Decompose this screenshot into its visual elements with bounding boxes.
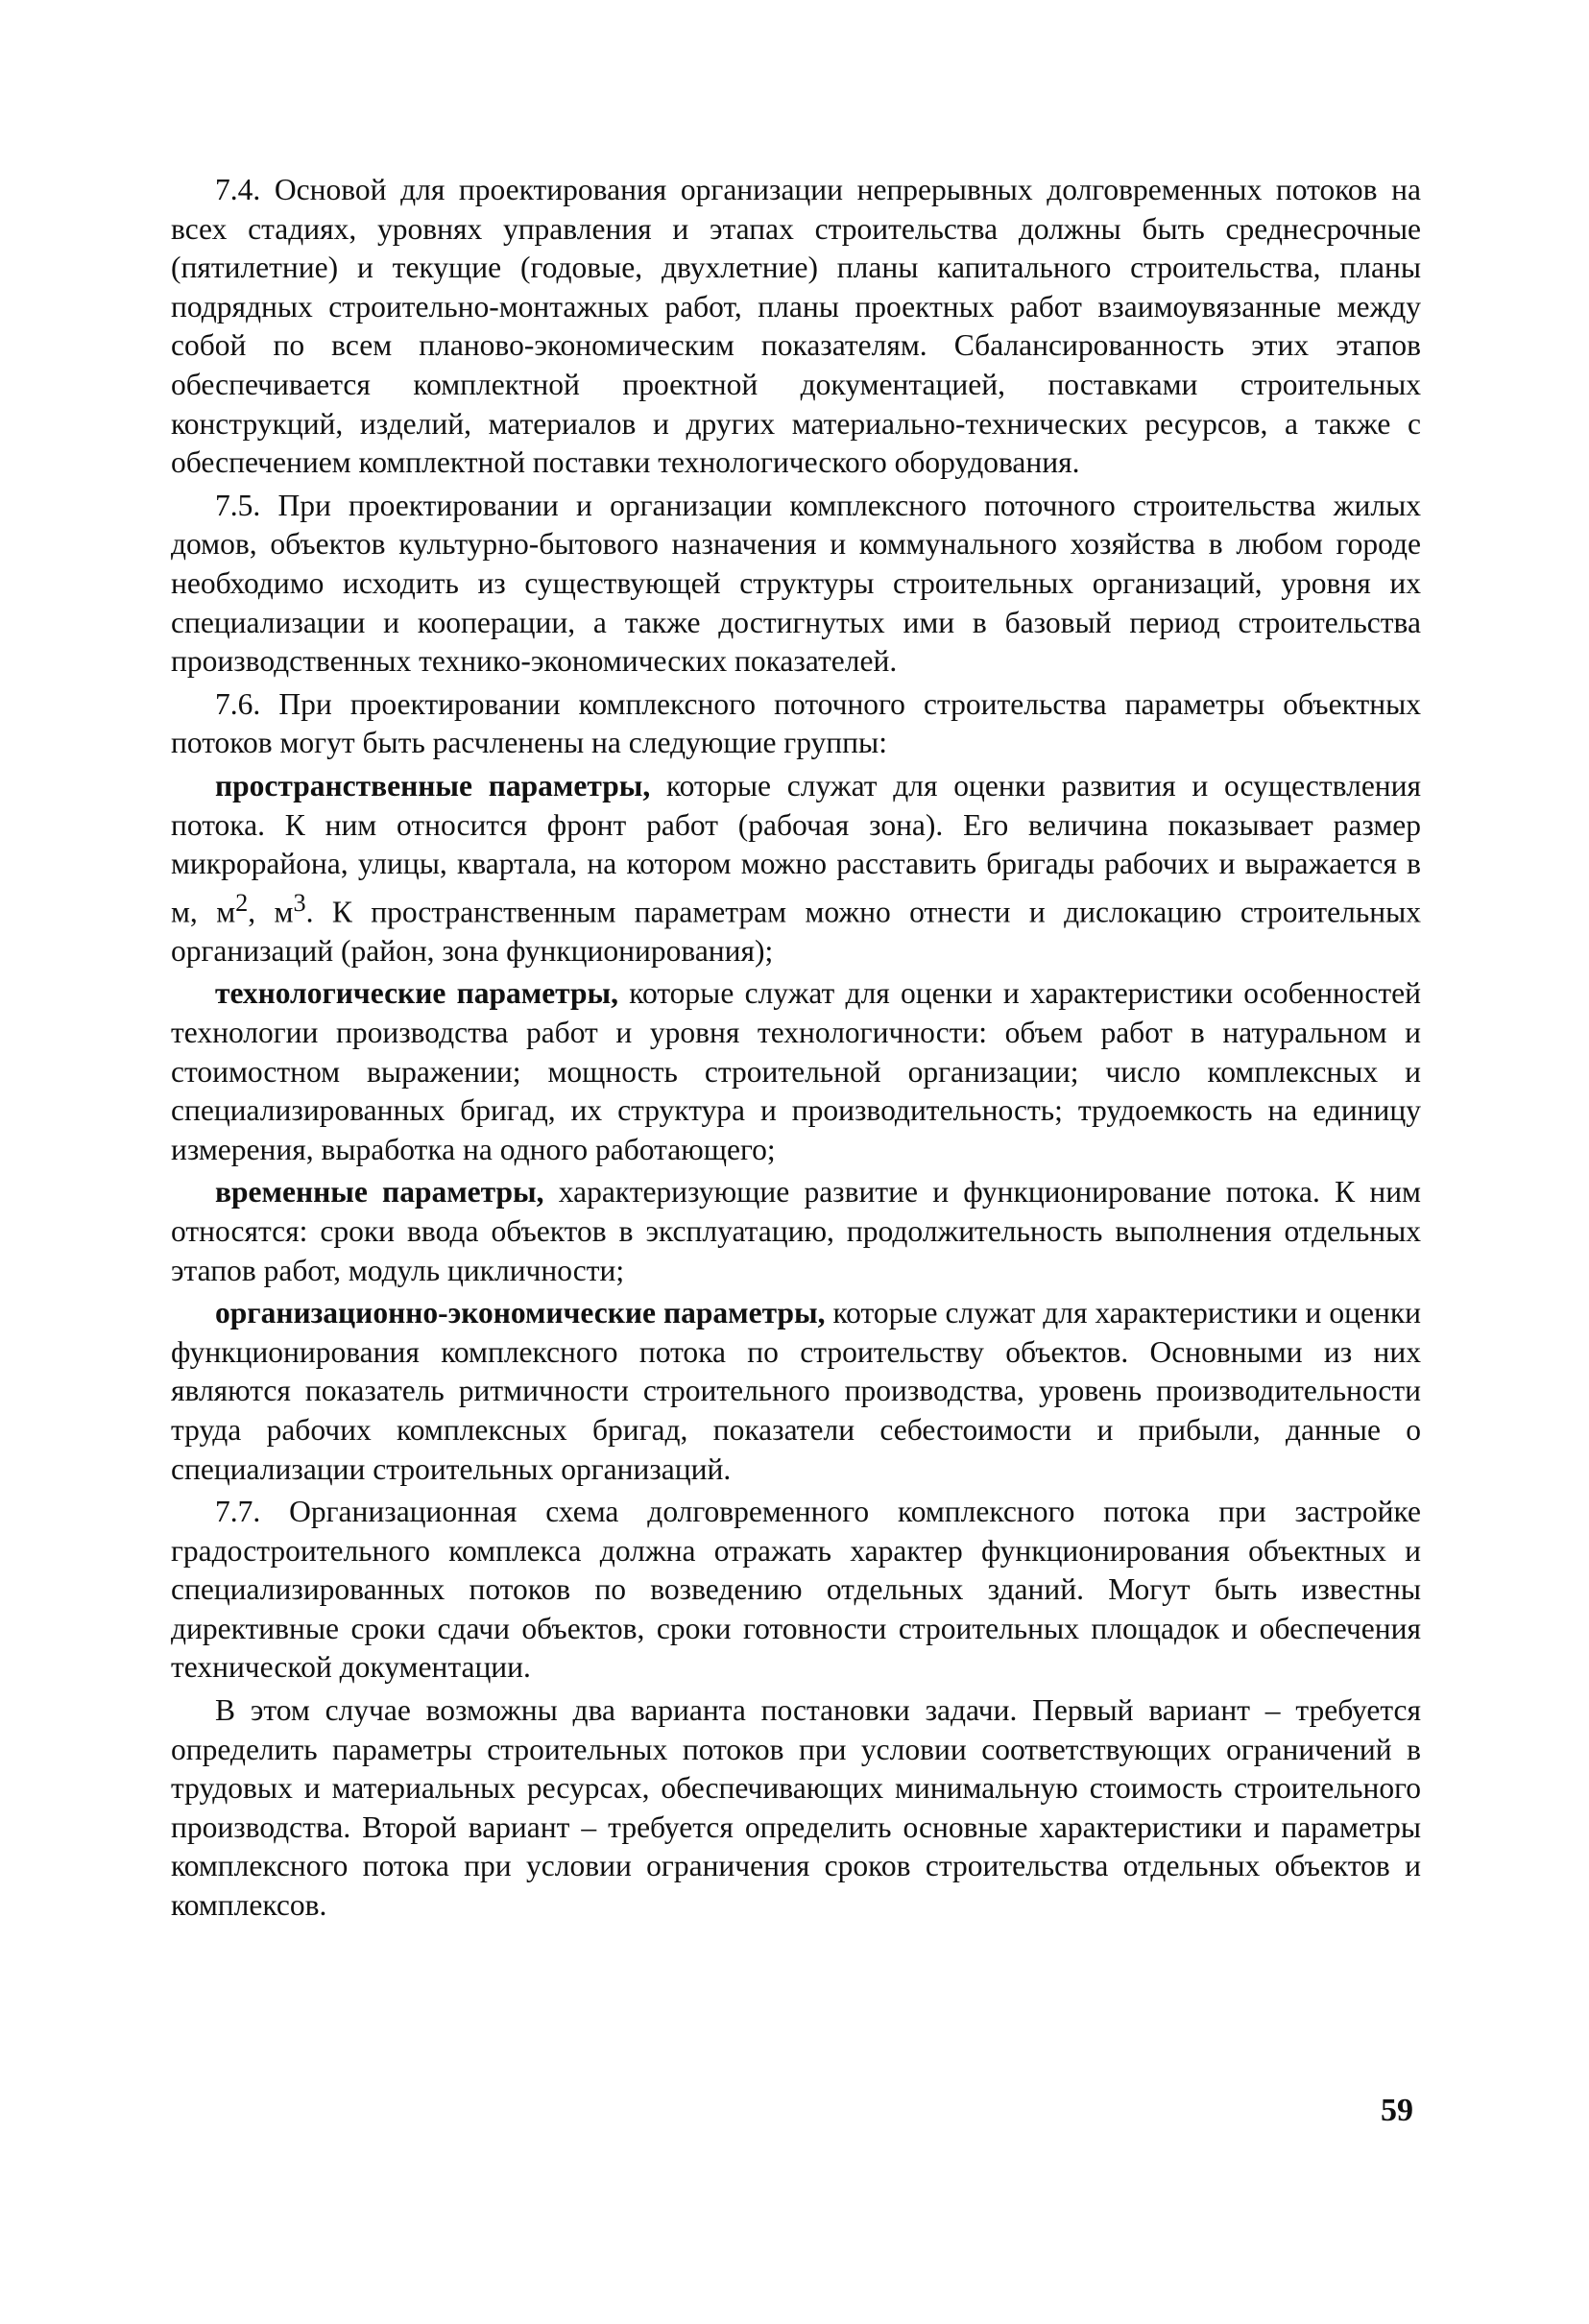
technological-parameters-item bbox=[171, 974, 1421, 1169]
spatial-parameters-item bbox=[171, 767, 1421, 970]
page-number: 59 bbox=[1381, 2093, 1413, 2128]
spatial-parameters-text-c: . К пространственным параметрам можно отнести и дислокацию строительных организаций (район, зона функционирования); bbox=[171, 895, 1422, 968]
technological-parameters-term: технологические параметры, bbox=[215, 976, 619, 1011]
square-superscript: 2 bbox=[235, 888, 249, 917]
paragraph-variants: В этом случае возможны два варианта постановки задачи. Первый вариант – требуется определить параметры строительных потоков при условии соответствующих ограничений в трудовых и материальных ресурсах, обеспечивающих минимальную стоимость строительного производства. Второй вариант – требуется определить основные характеристики и параметры комплексного потока при условии ограничения сроков строительства отдельных объектов и комплексов. bbox=[171, 1693, 1421, 1923]
spatial-parameters-text-b: , м bbox=[248, 895, 294, 929]
temporal-parameters-item bbox=[171, 1173, 1421, 1290]
cube-superscript: 3 bbox=[293, 888, 306, 917]
paragraph-7-7: 7.7. Организационная схема долговременного комплексного потока при застройке градостроительного комплекса должна отражать характер функционирования объектных и специализированных потоков по возведению отдельных зданий. Могут быть известны директивные сроки сдачи объектов, сроки готовности строительных площадок и обеспечения технической документации. bbox=[171, 1495, 1421, 1685]
page-body bbox=[171, 171, 1421, 1926]
temporal-parameters-text: характеризующие развитие и функционирование потока. К ним относятся: сроки ввода объектов в эксплуатацию, продолжительность выполнения отдельных этапов работ, модуль цикличности; bbox=[171, 1175, 1421, 1287]
organizational-parameters-term: организационно-экономические параметры, bbox=[215, 1296, 826, 1330]
spatial-parameters-text-a: которые служат для оценки развития и осуществления потока. К ним относится фронт работ (рабочая зона). Его величина показывает размер микрорайона, улицы, квартала, на котором можно расставить бригады рабочих и выражается в м, м bbox=[171, 768, 1422, 929]
paragraph-7-4: 7.4. Основой для проектирования организации непрерывных долговременных потоков на всех стадиях, уровнях управления и этапах строительства должны быть среднесрочные (пятилетние) и текущие (годовые, двухлетние) планы капитального строительства, планы подрядных строительно-монтажных работ, планы проектных работ взаимоувязанные между собой по всем планово-экономическим показателям. Сбалансированность этих этапов обеспечивается комплектной проектной документацией, поставками строительных конструкций, изделий, материалов и других материально-технических ресурсов, а также с обеспечением комплектной поставки технологического оборудования. bbox=[171, 173, 1421, 480]
paragraph-7-5: 7.5. При проектировании и организации комплексного поточного строительства жилых домов, объектов культурно-бытового назначения и коммунального хозяйства в любом городе необходимо исходить из существующей структуры строительных организаций, уровня их специализации и кооперации, а также достигнутых ими в базовый период строительства производственных технико-экономических показателей. bbox=[171, 488, 1421, 679]
paragraph-7-6: 7.6. При проектировании комплексного поточного строительства параметры объектных потоков могут быть расчленены на следующие группы: bbox=[171, 686, 1421, 760]
technological-parameters-text: которые служат для оценки и характеристики особенностей технологии производства работ и уровня технологичности: объем работ в натуральном и стоимостном выражении; мощность строительной организации; число комплексных и специализированных бригад, их структура и производительность; трудоемкость на единицу измерения, выработка на одного работающего; bbox=[171, 976, 1421, 1166]
spatial-parameters-term: пространственные параметры, bbox=[215, 768, 651, 803]
organizational-parameters-text: которые служат для характеристики и оценки функционирования комплексного потока по строительству объектов. Основными из них являются показатель ритмичности строительного производства, уровень производительности труда рабочих комплексных бригад, показатели себестоимости и прибыли, данные о специализации строительных организаций. bbox=[171, 1296, 1421, 1486]
temporal-parameters-term: временные параметры, bbox=[215, 1175, 544, 1210]
organizational-parameters-item bbox=[171, 1294, 1421, 1489]
